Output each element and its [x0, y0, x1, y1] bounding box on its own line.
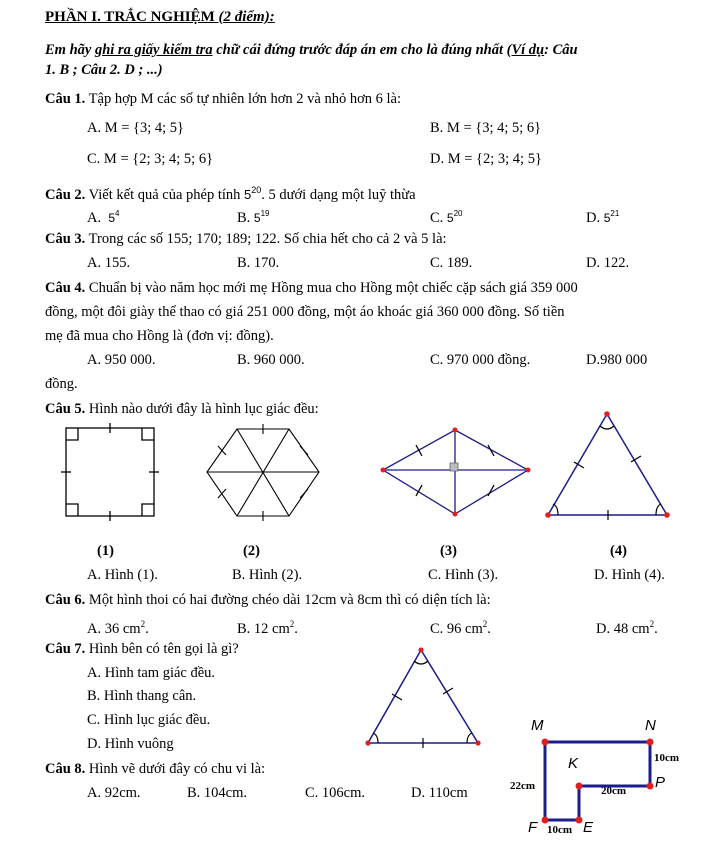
length-label-kp: 20cm: [601, 785, 627, 797]
q5-option-b: B. Hình (2).: [232, 567, 303, 583]
q7-option-c: C. Hình lục giác đều.: [87, 712, 211, 728]
q4-option-b: B. 960 000.: [237, 352, 305, 368]
q8-stem: Câu 8. Hình vẽ dưới đây có chu vi là:: [45, 761, 266, 777]
q1-stem: Câu 1. Tập hợp M các số tự nhiên lớn hơn 2 và nhỏ hơn 6 là:: [45, 91, 402, 107]
q7-option-a: A. Hình tam giác đều.: [87, 665, 216, 681]
vertex-label-p: P: [655, 774, 666, 791]
instruction-line-2: 1. B ; Câu 2. D ; ...): [45, 62, 163, 78]
section-title: PHẦN I. TRẮC NGHIỆM (2 điểm):: [45, 9, 275, 25]
q2-option-b: B. $5^{19}$: [237, 209, 270, 226]
q3-option-a: A. 155.: [87, 255, 131, 271]
fig-label-3: (3): [440, 543, 457, 559]
q3-option-d: D. 122.: [586, 255, 630, 271]
q4-option-c: C. 970 000 đồng.: [430, 352, 531, 368]
q7-option-b: B. Hình thang cân.: [87, 688, 197, 704]
q4-option-d-continued: đồng.: [45, 376, 78, 392]
q3-option-c: C. 189.: [430, 255, 473, 271]
q6-option-b: B. 12 $cm^2$.: [237, 619, 298, 637]
q8-option-a: A. 92cm.: [87, 785, 141, 801]
q4-option-d: D.980 000: [586, 352, 648, 368]
q1-option-d: D. M = {2; 3; 4; 5}: [430, 151, 542, 167]
length-label-mf: 22cm: [510, 780, 536, 792]
fig-label-2: (2): [243, 543, 260, 559]
q5-stem: Câu 5. Hình nào dưới đây là hình lục giác đều:: [45, 401, 319, 417]
fig-label-1: (1): [97, 543, 114, 559]
q6-stem: Câu 6. Một hình thoi có hai đường chéo dài 12cm và 8cm thì có diện tích là:: [45, 592, 491, 608]
q6-option-a: A. 36 $cm^2$.: [87, 619, 149, 637]
q8-option-b: B. 104cm.: [187, 785, 248, 801]
q5-option-a: A. Hình (1).: [87, 567, 158, 583]
instruction-line-1: Em hãy ghi ra giấy kiểm tra chữ cái đứng trước đáp án em cho là đúng nhất (Ví dụ: Câu: [45, 42, 578, 58]
vertex-label-e: E: [583, 819, 594, 836]
q7-option-d: D. Hình vuông: [87, 736, 174, 752]
q2-option-c: C. $5^{20}$: [430, 209, 463, 226]
q2-option-d: D. $5^{21}$: [586, 209, 620, 226]
q5-option-c: C. Hình (3).: [428, 567, 499, 583]
q4-option-a: A. 950 000.: [87, 352, 156, 368]
q7-stem: Câu 7. Hình bên có tên gọi là gì?: [45, 641, 239, 657]
q3-option-b: B. 170.: [237, 255, 280, 271]
length-label-np: 10cm: [654, 752, 680, 764]
q4-stem-line-1: Câu 4. Chuẩn bị vào năm học mới mẹ Hồng mua cho Hồng một chiếc cặp sách giá 359 000: [45, 280, 578, 296]
q5-option-d: D. Hình (4).: [594, 567, 665, 583]
vertex-label-m: M: [531, 717, 544, 734]
vertex-label-n: N: [645, 717, 656, 734]
q4-stem-line-3: mẹ đã mua cho Hồng là (đơn vị: đồng).: [45, 328, 274, 344]
q2-stem: Câu 2. Viết kết quả của phép tính $5^{20}$. 5 dưới dạng một luỹ thừa: [45, 185, 416, 203]
q1-option-a: A. M = {3; 4; 5}: [87, 120, 185, 136]
q4-stem-line-2: đồng, một đôi giày thể thao có giá 251 000 đồng, một áo khoác giá 360 000 đồng. Số tiền: [45, 304, 565, 320]
q1-option-c: C. M = {2; 3; 4; 5; 6}: [87, 151, 214, 167]
length-label-fe: 10cm: [547, 824, 573, 836]
q1-option-b: B. M = {3; 4; 5; 6}: [430, 120, 542, 136]
q8-option-d: D. 110cm: [411, 785, 468, 801]
q2-option-a: A. $5^4$: [87, 209, 120, 226]
q6-option-c: C. 96 $cm^2$.: [430, 619, 491, 637]
vertex-label-f: F: [528, 819, 538, 836]
vertex-label-k: K: [568, 755, 579, 772]
fig-label-4: (4): [610, 543, 627, 559]
q6-option-d: D. 48 $cm^2$.: [596, 619, 658, 637]
q3-stem: Câu 3. Trong các số 155; 170; 189; 122. Số chia hết cho cả 2 và 5 là:: [45, 231, 447, 247]
q8-option-c: C. 106cm.: [305, 785, 366, 801]
